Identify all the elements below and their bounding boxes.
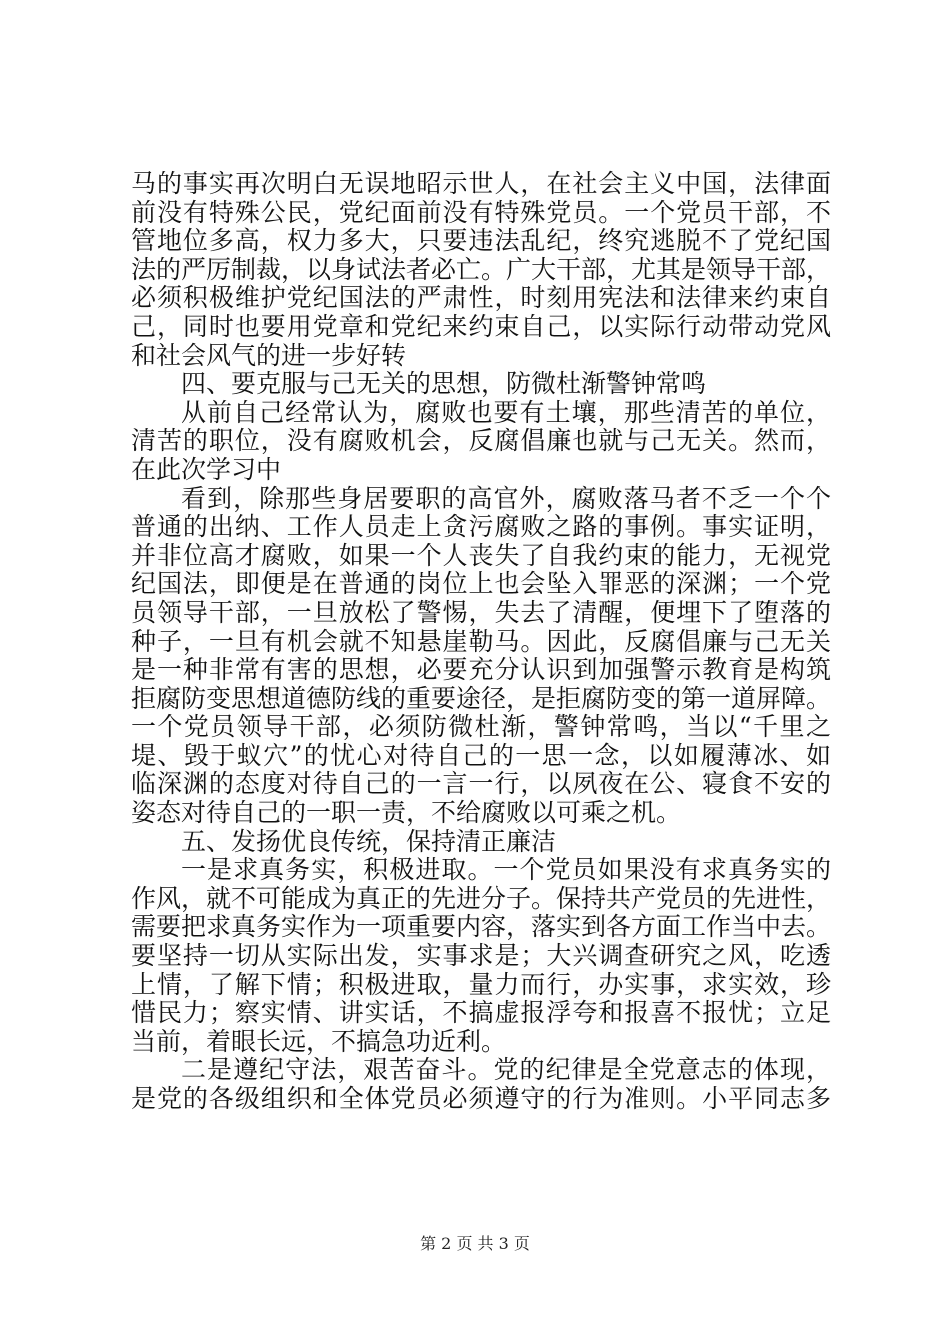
text-line: 必须积极维护党纪国法的严肃性，时刻用宪法和法律来约束自 [131,283,831,313]
text-line: 一个党员领导干部，必须防微杜渐，警钟常鸣，当以“千里之 [131,712,831,742]
text-line: 一是求真务实，积极进取。一个党员如果没有求真务实的 [181,855,831,885]
text-line: 并非位高才腐败，如果一个人丧失了自我约束的能力，无视党 [131,540,831,570]
text-line: 在此次学习中 [131,454,282,484]
text-line: 种子，一旦有机会就不知悬崖勒马。因此，反腐倡廉与己无关 [131,626,831,656]
text-line: 是一种非常有害的思想，必要充分认识到加强警示教育是构筑 [131,655,831,685]
text-line: 需要把求真务实作为一项重要内容，落实到各方面工作当中去。 [131,912,832,942]
text-line: 惜民力；察实情、讲实话，不搞虚报浮夸和报喜不报忧；立足 [131,998,831,1028]
text-line: 姿态对待自己的一职一责，不给腐败以可乘之机。 [131,798,682,828]
text-line: 是党的各级组织和全体党员必须遵守的行为准则。小平同志多 [131,1084,831,1113]
text-line: 二是遵纪守法，艰苦奋斗。党的纪律是全党意志的体现， [181,1055,831,1085]
text-line: 临深渊的态度对待自己的一言一行，以夙夜在公、寝食不安的 [131,769,831,799]
text-line: 纪国法，即便是在普通的岗位上也会坠入罪恶的深渊；一个党 [131,569,831,599]
text-line: 和社会风气的进一步好转 [131,340,407,370]
text-line: 马的事实再次明白无误地昭示世人，在社会主义中国，法律面 [131,169,831,198]
text-line: 管地位多高，权力多大，只要违法乱纪，终究逃脱不了党纪国 [131,226,831,256]
text-line: 要坚持一切从实际出发，实事求是；大兴调查研究之风，吃透 [131,941,831,971]
body-text [131,170,831,1114]
text-line: 拒腐防变思想道德防线的重要途径，是拒腐防变的第一道屏障。 [131,683,832,713]
text-line: 看到，除那些身居要职的高官外，腐败落马者不乏一个个 [181,483,831,513]
text-line: 法的严厉制裁，以身试法者必亡。广大干部，尤其是领导干部， [131,254,832,284]
text-line: 上情，了解下情；积极进取，量力而行，办实事，求实效，珍 [131,969,831,999]
text-line: 当前，着眼长远，不搞急功近利。 [131,1026,507,1056]
text-line: 从前自己经常认为，腐败也要有土壤，那些清苦的单位， [181,397,831,427]
text-line: 员领导干部，一旦放松了警惕，失去了清醒，便埋下了堕落的 [131,597,831,627]
text-line: 己，同时也要用党章和党纪来约束自己，以实际行动带动党风 [131,311,831,341]
text-line: 清苦的职位，没有腐败机会，反腐倡廉也就与己无关。然而， [131,426,831,456]
text-line: 作风，就不可能成为真正的先进分子。保持共产党员的先进性， [131,883,832,913]
text-line: 五、发扬优良传统，保持清正廉洁 [181,826,557,856]
text-line: 四、要克服与己无关的思想，防微杜渐警钟常鸣 [181,369,707,399]
text-line: 普通的出纳、工作人员走上贪污腐败之路的事例。事实证明， [131,512,831,542]
page-footer: 第 2 页 共 3 页 [420,1234,530,1253]
text-line: 堤、毁于蚁穴”的忧心对待自己的一思一念，以如履薄冰、如 [131,740,831,770]
text-line: 前没有特殊公民，党纪面前没有特殊党员。一个党员干部，不 [131,197,831,227]
